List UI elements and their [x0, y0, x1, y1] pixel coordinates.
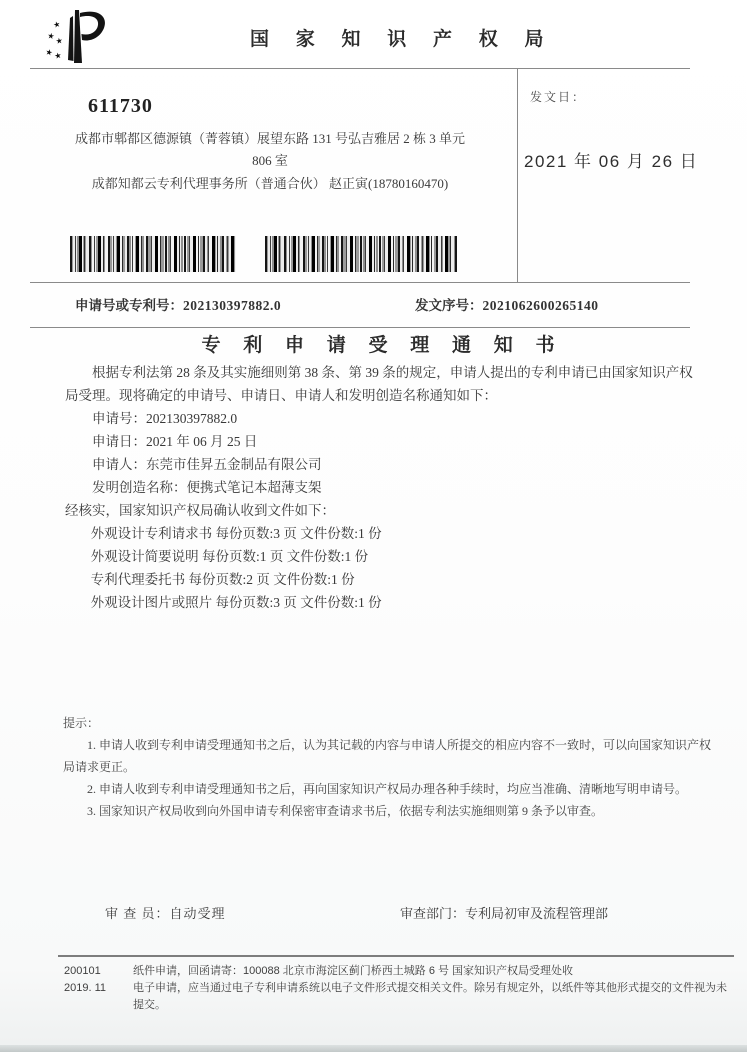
examining-department: [400, 903, 608, 922]
notes-section: [63, 712, 715, 822]
svg-text:★: ★: [53, 50, 63, 61]
agency-title: 国 家 知 识 产 权 局: [250, 29, 555, 50]
note-item: 2. 申请人收到专利申请受理通知书之后，再向国家知识产权局办理各种手续时，均应当准确、清晰地写明申请号。: [87, 782, 688, 796]
field-applicant: [92, 453, 693, 476]
recipient-address-line2: 806 室: [252, 153, 288, 168]
footer: [64, 963, 740, 1014]
field-label: 发明创造名称：: [92, 480, 187, 495]
field-application-date: [92, 430, 693, 453]
field-value: 便携式笔记本超薄支架: [186, 480, 322, 495]
field-value: 东莞市佳昇五金制品有限公司: [146, 457, 322, 472]
svg-text:★: ★: [44, 47, 54, 58]
note-item: 1. 申请人收到专利申请受理通知书之后，认为其记载的内容与申请人所提交的相应内容不一致时，可以向国家知识产权局请求更正。: [63, 738, 712, 774]
field-label: 申请号：: [92, 411, 146, 426]
footer-paper-filing-line: 纸件申请，回函请寄：100088 北京市海淀区蓟门桥西土城路 6 号 国家知识产权局受理处收: [133, 965, 574, 977]
section-rule-bottom: [30, 327, 690, 328]
notice-body: [65, 361, 693, 614]
header-rule: [30, 68, 690, 69]
department-value: 专利局初审及流程管理部: [465, 906, 609, 921]
note-item: 3. 国家知识产权局收到向外国申请专利保密审查请求书后，依据专利法实施细则第 9 条予以审查。: [87, 804, 604, 818]
dispatch-box-border: [517, 68, 518, 282]
received-document: 外观设计图片或照片 每份页数:3 页 文件份数:1 份: [90, 595, 382, 610]
footer-instructions: [133, 963, 733, 1014]
footer-code: 200101: [64, 965, 101, 977]
svg-text:★: ★: [55, 36, 64, 46]
dispatch-serial-value: 2021062600265140: [482, 298, 599, 313]
section-rule-top: [30, 282, 690, 283]
footer-code: 2019. 11: [64, 982, 107, 994]
received-document: 外观设计专利请求书 每份页数:3 页 文件份数:1 份: [90, 526, 382, 541]
intro-paragraph: 根据专利法第 28 条及其实施细则第 38 条、第 39 条的规定，申请人提出的专利申请已由国家知识产权局受理。现将确定的申请号、申请日、申请人和发明创造名称通知如下：: [65, 365, 693, 403]
recipient-agent-line: 成都知都云专利代理事务所（普通合伙） 赵正寅(18780160470): [91, 176, 449, 191]
received-document: 外观设计简要说明 每份页数:1 页 文件份数:1 份: [90, 549, 369, 564]
field-label: 申请日：: [92, 434, 146, 449]
dispatch-serial-label: 发文序号：: [415, 298, 483, 313]
field-value: 202130397882.0: [146, 411, 238, 426]
dispatch-serial: [415, 294, 599, 314]
dispatch-date-value: 2021 年 06 月 26 日: [524, 152, 699, 171]
recipient-address-line1: 成都市郫都区德源镇（菁蓉镇）展望东路 131 号弘吉雅居 2 栋 3 单元: [74, 131, 465, 146]
footer-efiling-line: 电子申请，应当通过电子专利申请系统以电子文件形式提交相关文件。除另有规定外，以纸件等其他形式提交的文件视为未提交。: [133, 982, 727, 1011]
field-label: 申请人：: [92, 457, 146, 472]
field-value: 2021 年 06 月 25 日: [146, 434, 258, 449]
application-number-value: 202130397882.0: [183, 298, 282, 313]
barcode-icon: [70, 236, 236, 272]
svg-text:★: ★: [46, 31, 56, 42]
dispatch-date-label: 发文日：: [530, 90, 587, 104]
cnipa-emblem-icon: [42, 6, 116, 66]
received-document: 专利代理委托书 每份页数:2 页 文件份数:1 份: [90, 572, 355, 587]
examiner-value: 自动受理: [169, 906, 226, 921]
notes-title: 提示：: [63, 716, 100, 730]
application-number-label: 申请号或专利号：: [75, 298, 183, 313]
footer-form-codes: [64, 963, 133, 1014]
svg-text:★: ★: [52, 19, 62, 30]
application-number: [75, 294, 281, 314]
footer-rule: [58, 955, 734, 957]
department-label: 审查部门：: [400, 906, 466, 921]
recipient-postcode: 611730: [88, 95, 153, 117]
examiner-label: 审 查 员：: [105, 906, 170, 921]
field-invention-title: [92, 476, 693, 499]
examiner: [105, 903, 226, 922]
recipient-address-block: [48, 128, 492, 195]
field-application-number: [92, 407, 693, 430]
page-bottom-edge: [0, 1045, 747, 1052]
document-title: 专 利 申 请 受 理 通 知 书: [201, 335, 564, 356]
confirm-intro: 经核实，国家知识产权局确认收到文件如下：: [65, 503, 335, 518]
barcode-icon: [265, 236, 457, 272]
